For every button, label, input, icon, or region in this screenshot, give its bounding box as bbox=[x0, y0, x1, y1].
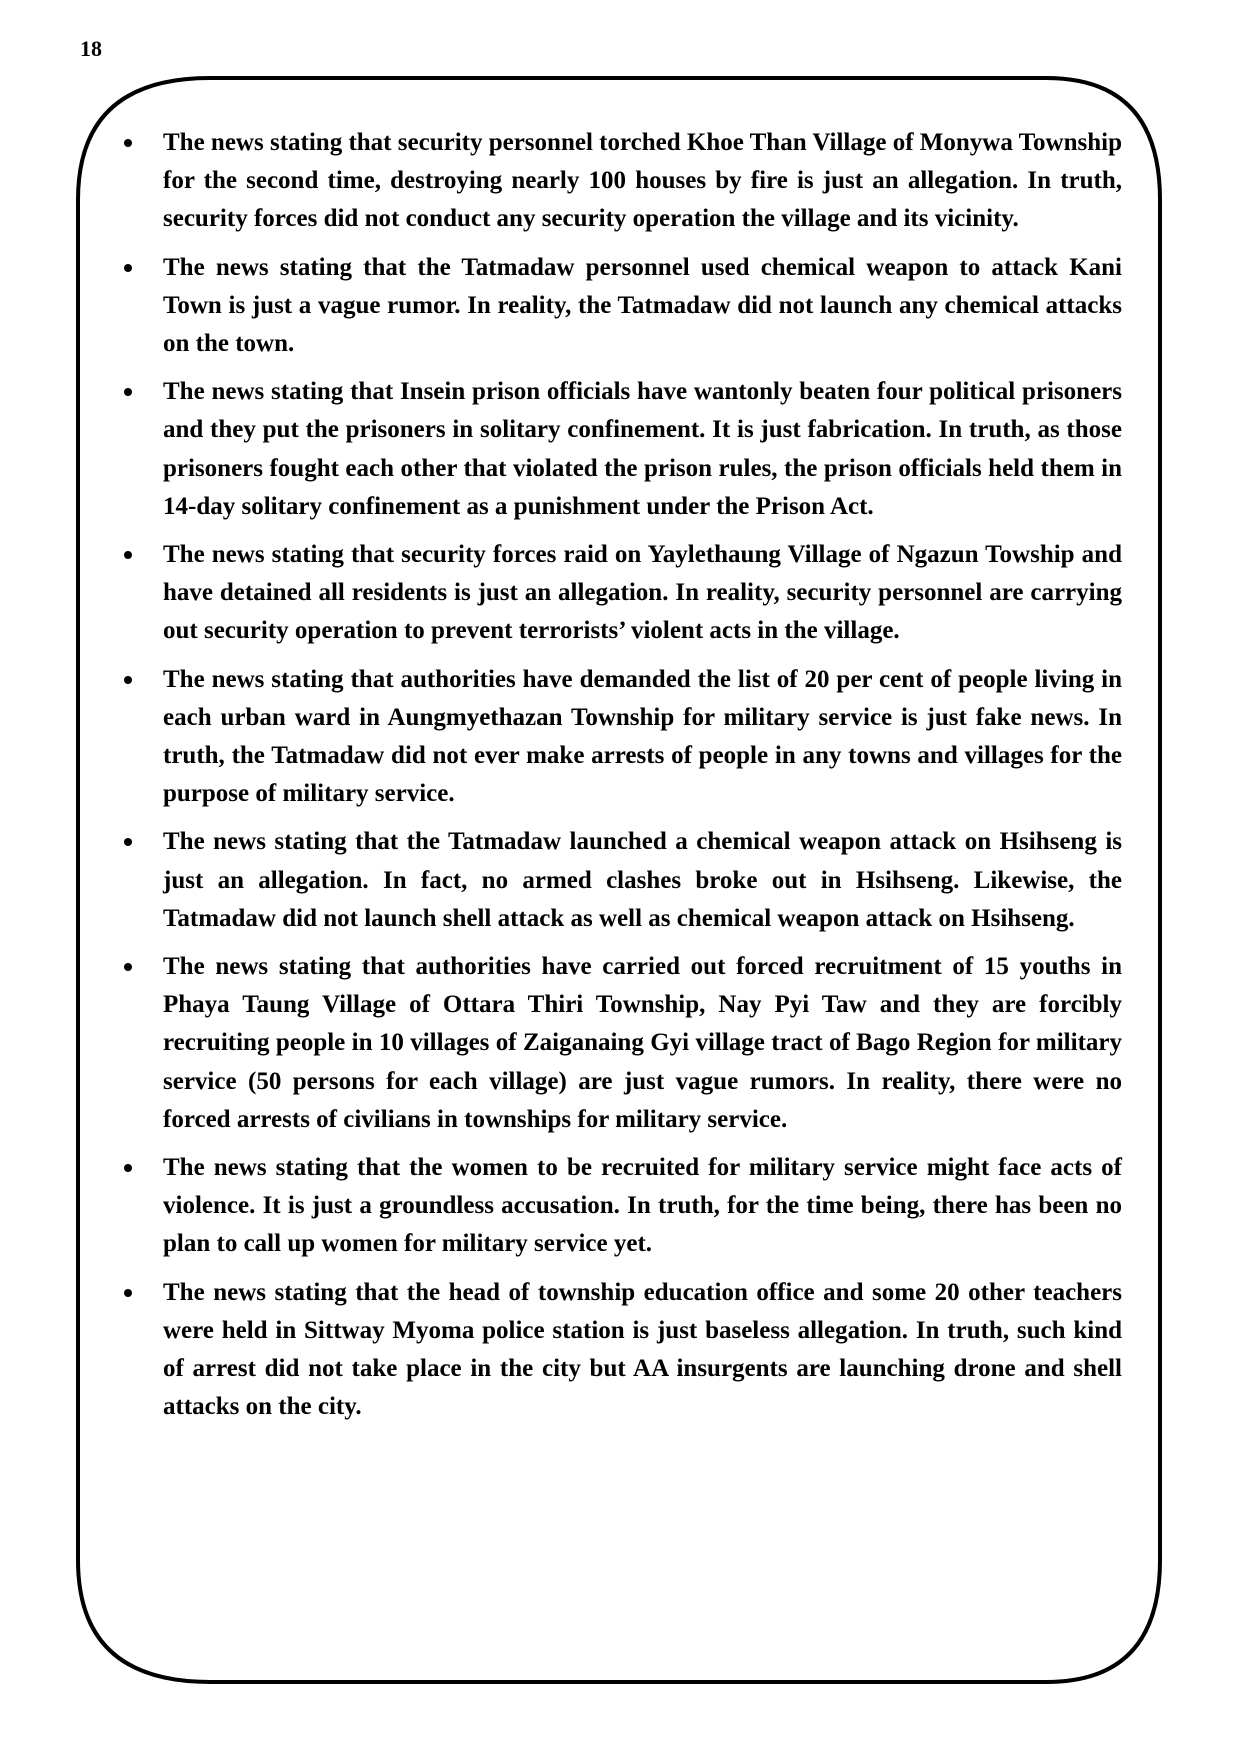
bullet-icon bbox=[124, 264, 132, 272]
list-item-text: The news stating that authorities have carried out forced recruitment of 15 youths in Phaya Taung Village of Ottara Thiri Township, Nay Pyi Taw and they are forcibly recruiting people in 10 villages of Zaiganaing Gyi village tract of Bago Region for military service (50 persons for each village) are just vague rumors. In reality, there were no forced arrests of civilians in townships for military service. bbox=[163, 953, 1122, 1133]
list-item-text: The news stating that authorities have demanded the list of 20 per cent of people living in each urban ward in Aungmyethazan Township for military service is just fake news. In truth, the Tatmadaw did not ever make arrests of people in any towns and villages for the purpose of military service. bbox=[163, 665, 1122, 808]
list-item-text: The news stating that the Tatmadaw launched a chemical weapon attack on Hsihseng is just an allegation. In fact, no armed clashes broke out in Hsihseng. Likewise, the Tatmadaw did not launch shell attack as well as chemical weapon attack on Hsihseng. bbox=[163, 828, 1122, 932]
list-item-text: The news stating that the Tatmadaw personnel used chemical weapon to attack Kani Town is just a vague rumor. In reality, the Tatmadaw did not launch any chemical attacks on the town. bbox=[163, 253, 1122, 358]
list-item bbox=[118, 948, 1122, 1139]
bullet-icon bbox=[124, 963, 132, 971]
bullet-icon bbox=[124, 676, 132, 684]
page-number: 18 bbox=[80, 36, 102, 61]
bullet-icon bbox=[124, 1289, 132, 1297]
list-item bbox=[118, 661, 1122, 814]
list-item-text: The news stating that Insein prison officials have wantonly beaten four political prisoners and they put the prisoners in solitary confinement. It is just fabrication. In truth, as those prisoners fought each other that violated the prison rules, the prison officials held them in 14-day solitary confinement as a punishment under the Prison Act. bbox=[163, 378, 1122, 520]
list-item bbox=[118, 1149, 1122, 1264]
list-item bbox=[118, 1274, 1122, 1427]
list-item-text: The news stating that security personnel torched Khoe Than Village of Monywa Township for the second time, destroying nearly 100 houses by fire is just an allegation. In truth, security forces did not conduct any security operation the village and its vicinity. bbox=[163, 129, 1122, 233]
list-item bbox=[118, 536, 1122, 651]
list-item bbox=[118, 373, 1122, 526]
list-item bbox=[118, 823, 1122, 938]
list-item-text: The news stating that the head of township education office and some 20 other teachers were held in Sittway Myoma police station is just baseless allegation. In truth, such kind of arrest did not take place in the city but AA insurgents are launching drone and shell attacks on the city. bbox=[163, 1278, 1122, 1421]
list-item-text: The news stating that the women to be recruited for military service might face acts of violence. It is just a groundless accusation. In truth, for the time being, there has been no plan to call up women for military service yet. bbox=[163, 1154, 1122, 1258]
list-item bbox=[118, 124, 1122, 239]
list-item bbox=[118, 249, 1122, 364]
list-item-text: The news stating that security forces raid on Yaylethaung Village of Ngazun Towship and have detained all residents is just an allegation. In reality, security personnel are carrying out security operation to prevent terrorists’ violent acts in the village. bbox=[163, 541, 1122, 645]
bullet-icon bbox=[124, 1164, 132, 1172]
bullet-icon bbox=[124, 551, 132, 559]
statement-list bbox=[118, 124, 1122, 1437]
bullet-icon bbox=[124, 388, 132, 396]
bullet-icon bbox=[124, 139, 132, 147]
bullet-icon bbox=[124, 838, 132, 846]
